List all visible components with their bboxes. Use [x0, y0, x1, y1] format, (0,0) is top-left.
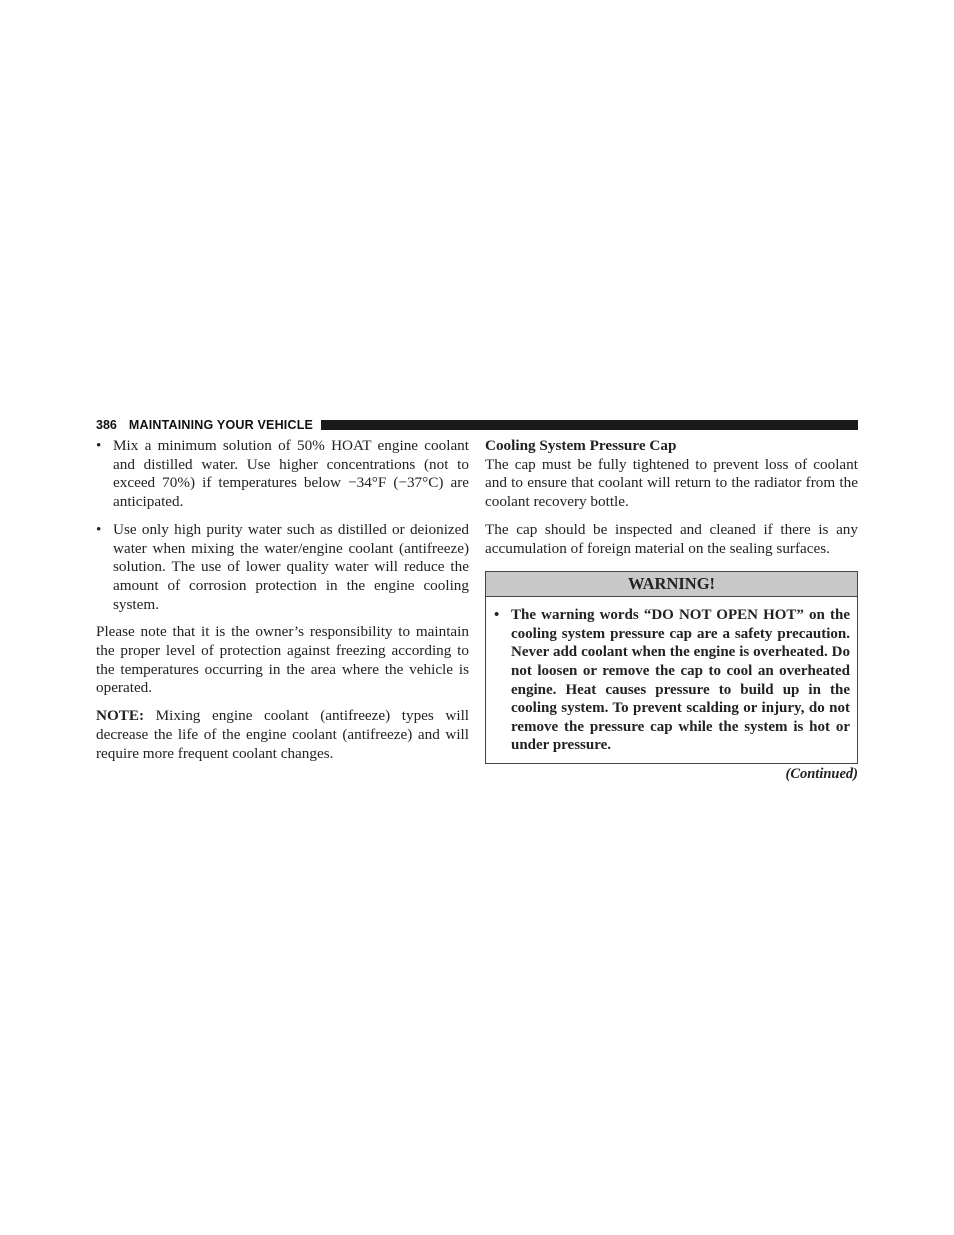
left-column — [96, 437, 469, 772]
owner-responsibility-paragraph: Please note that it is the owner’s responsibility to maintain the proper level of protection against freezing according to the temperatures occurring in the area where the vehicle is operated. — [96, 623, 469, 697]
cap-paragraph-1: The cap must be fully tightened to prevent loss of coolant and to ensure that coolant will return to the radiator from the coolant recovery bottle. — [485, 455, 858, 511]
page-number: 386 — [96, 418, 117, 432]
list-item — [494, 606, 850, 755]
bullet-icon: • — [96, 437, 102, 454]
cap-paragraph-2: The cap should be inspected and cleaned if there is any accumulation of foreign material on the sealing surfaces. — [485, 520, 858, 557]
list-item-text: Use only high purity water such as distilled or deionized water when mixing the water/engine coolant (antifreeze) solution. The use of lower quality water will reduce the amount of corrosion protection in the engine cooling system. — [113, 520, 469, 613]
subheading: Cooling System Pressure Cap — [485, 437, 677, 454]
warning-title: WARNING! — [486, 572, 857, 597]
list-item-text: The warning words “DO NOT OPEN HOT” on the cooling system pressure cap are a safety precaution. Never add coolant when the engine is overheated. Do not loosen or remove the cap to cool an overheated engine. Heat causes pressure to build up in the cooling system. To prevent scalding or injury, do not remove the pressure cap while the system is hot or under pressure. — [511, 607, 850, 754]
note-paragraph — [96, 707, 469, 763]
bullet-icon: • — [494, 607, 500, 624]
list-item — [96, 521, 469, 615]
right-column — [485, 437, 858, 784]
note-text: Mixing engine coolant (antifreeze) types will decrease the life of the engine coolant (antifreeze) and will require more frequent coolant changes. — [96, 707, 470, 762]
bullet-icon: • — [96, 520, 102, 538]
page-header — [96, 415, 858, 435]
warning-box — [485, 571, 858, 764]
continued-label: (Continued) — [785, 765, 858, 782]
warning-body — [486, 597, 857, 763]
list-item — [96, 437, 469, 512]
note-label: NOTE: — [96, 707, 145, 725]
list-item-text: Mix a minimum solution of 50% HOAT engine coolant and distilled water. Use higher concentrations (not to exceed 70%) if temperatures below −34°F (−37°C) are anticipated. — [113, 437, 469, 511]
header-rule-bar — [321, 420, 858, 430]
section-title: MAINTAINING YOUR VEHICLE — [128, 418, 314, 432]
